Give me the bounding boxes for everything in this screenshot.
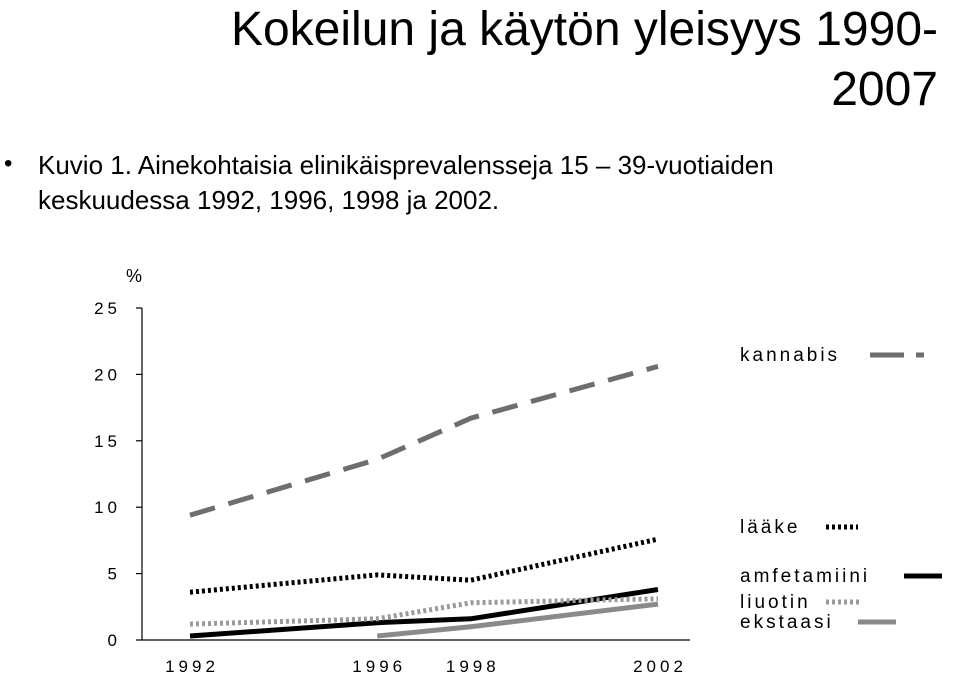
legend-label-liuotin: liuotin — [740, 592, 811, 613]
y-tick-label: 0 — [107, 631, 121, 650]
y-tick-label: 15 — [94, 431, 121, 451]
x-tick-label: 1996 — [352, 657, 407, 674]
bullet-point: • — [4, 150, 13, 177]
y-tick-label: 25 — [94, 299, 121, 318]
x-tick-label: 2002 — [633, 657, 687, 674]
y-axis-label: % — [126, 266, 143, 286]
chart-axes — [94, 299, 690, 674]
chart-series — [190, 366, 658, 636]
x-tick-label: 1998 — [445, 657, 500, 674]
title-line-2: 2007 — [831, 63, 938, 116]
legend-label-ekstaasi: ekstaasi — [740, 612, 834, 633]
legend-label-amfetamiini: amfetamiini — [740, 566, 871, 587]
legend-label-kannabis: kannabis — [740, 345, 841, 366]
caption-line-1: Kuvio 1. Ainekohtaisia elinikäisprevalensseja 15 – 39-vuotiaiden — [38, 150, 774, 180]
chart-legend — [740, 345, 942, 633]
y-tick-label: 20 — [94, 365, 121, 385]
caption-line-2: keskuudessa 1992, 1996, 1998 ja 2002. — [38, 185, 500, 215]
x-tick-label: 1992 — [165, 657, 219, 674]
title-line-1: Kokeilun ja käytön yleisyys 1990- — [230, 3, 938, 56]
y-tick-label: 5 — [107, 564, 121, 584]
series-line-kannabis — [190, 366, 658, 515]
legend-label-lääke: lääke — [740, 517, 801, 538]
series-line-lääke — [190, 539, 658, 592]
y-tick-label: 10 — [94, 498, 121, 518]
